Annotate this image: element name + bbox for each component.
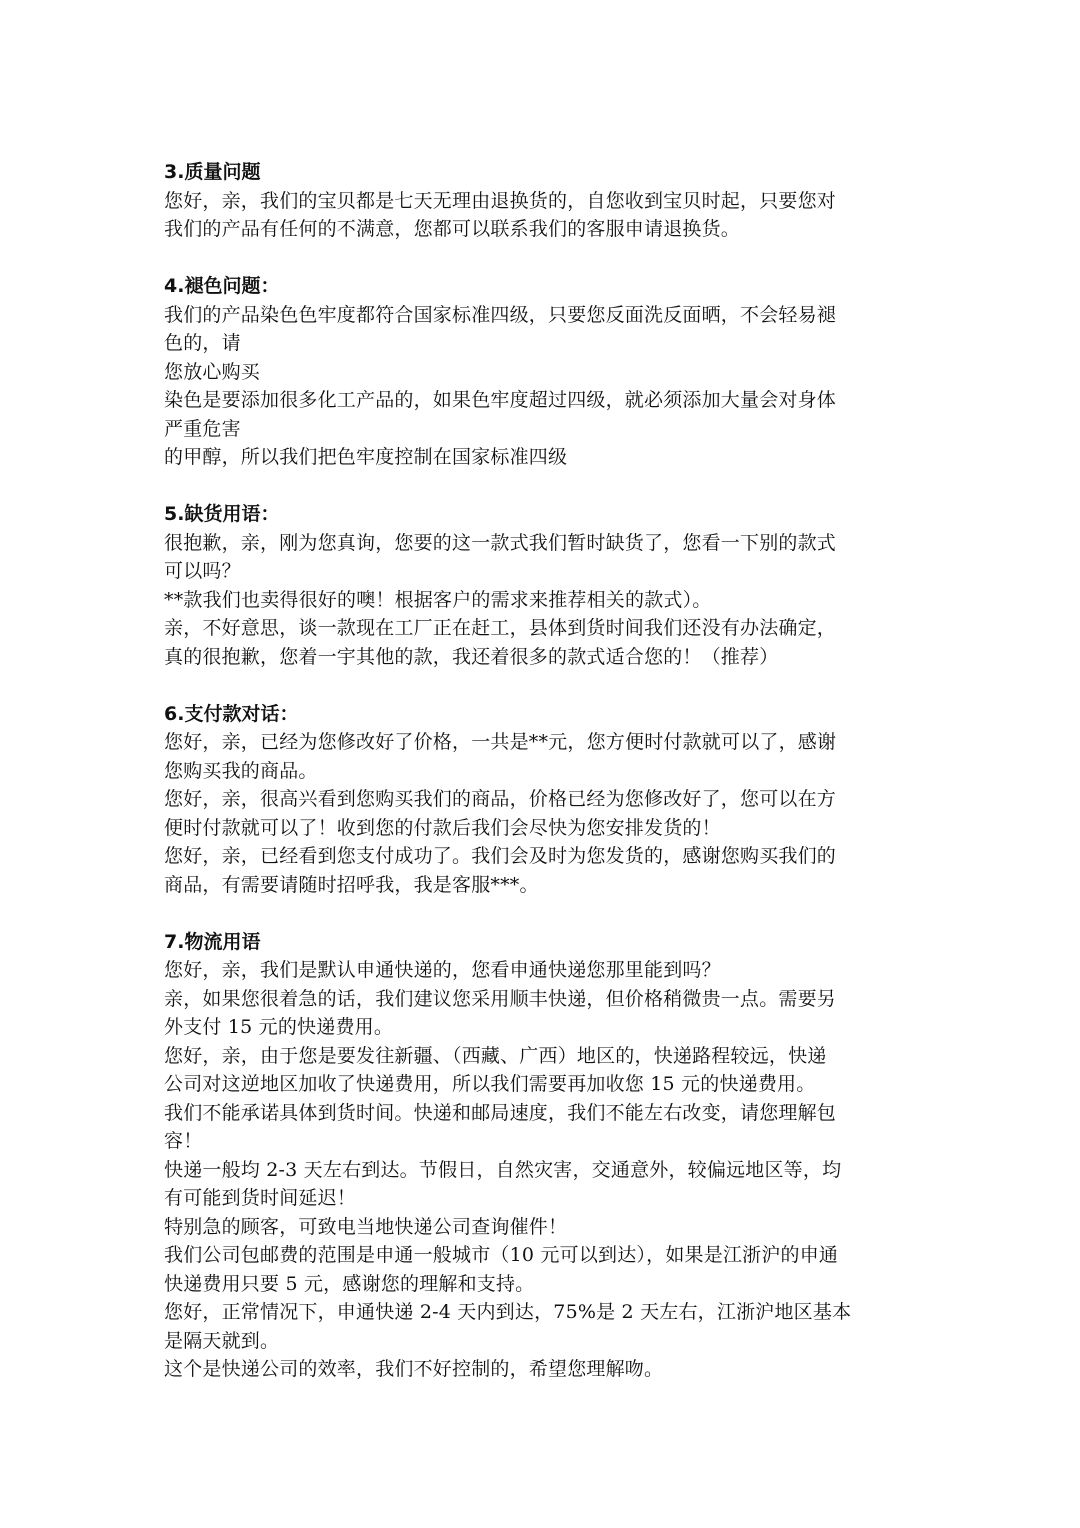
paragraph-line: 特别急的顾客，可致电当地快递公司查询催件！ [164,1215,568,1238]
paragraph-line: 您好，亲，已经看到您支付成功了。我们会及时为您发货的，感谢您购买我们的 [164,845,837,867]
paragraph-line: 我们不能承诺具体到货时间。快递和邮局速度，我们不能左右改变，请您理解包 [164,1101,837,1124]
paragraph-line: 您好，亲，很高兴看到您购买我们的商品，价格已经为您修改好了，您可以在方 [164,788,837,810]
paragraph-line: 便时付款就可以了！收到您的付款后我们会尽快为您安排发货的！ [164,816,721,839]
paragraph-line: 很抱歉，亲，刚为您真询，您要的这一款式我们暂时缺货了，您看一下别的款式 [164,531,837,554]
paragraph-line: 色的，请 [164,332,241,354]
paragraph-line: 您放心购买 [164,360,261,383]
paragraph-line: 您好，亲，已经为您修改好了价格，一共是**元，您方便时付款就可以了，感谢 [164,731,837,753]
section-out-of-stock [164,500,924,671]
paragraph-line: 亲，如果您很着急的话，我们建议您采用顺丰快递，但价格稍微贵一点。需要另 [164,987,837,1010]
section-quality [164,158,924,244]
paragraph-line: 外支付 15 元的快递费用。 [164,1016,394,1038]
paragraph-line: 可以吗？ [164,560,241,582]
paragraph-line: 您好，正常情况下，申通快递 2-4 天内到达，75%是 2 天左右，江浙沪地区基本 [164,1301,852,1323]
paragraph-line: 的甲醇，所以我们把色牢度控制在国家标准四级 [164,446,568,468]
paragraph-line: 快递一般均 2-3 天左右到达。节假日，自然灾害，交通意外，较偏远地区等，均 [164,1158,842,1181]
paragraph-line: 我们的产品有任何的不满意，您都可以联系我们的客服申请退换货。 [164,218,741,240]
paragraph-line: 有可能到货时间延迟！ [164,1187,357,1209]
paragraph-line: **款我们也卖得很好的噢！根据客户的需求来推荐相关的款式）。 [164,588,712,611]
section-title: 6.支付款对话： [164,702,299,725]
paragraph-line: 我们公司包邮费的范围是申通一般城市（10 元可以到达），如果是江浙沪的申通 [164,1244,839,1266]
paragraph-line: 您购买我的商品。 [164,759,318,782]
paragraph-line: 染色是要添加很多化工产品的，如果色牢度超过四级，就必须添加大量会对身体 [164,389,837,411]
section-title: 5.缺货用语： [164,503,280,525]
paragraph-line: 亲，不好意思，谈一款现在工厂正在赶工，县体到货时间我们还没有办法确定， [164,617,837,639]
paragraph-line: 我们的产品染色色牢度都符合国家标准四级，只要您反面洗反面晒，不会轻易褪 [164,303,837,326]
paragraph-line: 容！ [164,1130,203,1152]
section-title: 7.物流用语 [164,930,261,953]
section-fading [164,272,924,472]
paragraph-line: 是隔天就到。 [164,1329,280,1352]
document-page [164,158,924,1412]
section-title: 4.褪色问题： [164,275,280,297]
paragraph-line: 这个是快递公司的效率，我们不好控制的，希望您理解吻。 [164,1358,664,1380]
paragraph-line: 真的很抱歉，您着一宇其他的款，我还着很多的款式适合您的！（推荐） [164,645,779,668]
paragraph-line: 您好，亲，我们是默认申通快递的，您看申通快递您那里能到吗？ [164,959,721,981]
paragraph-line: 快递费用只要 5 元，感谢您的理解和支持。 [164,1272,535,1295]
paragraph-line: 严重危害 [164,417,241,440]
paragraph-line: 公司对这逆地区加收了快递费用，所以我们需要再加收您 15 元的快递费用。 [164,1073,816,1095]
paragraph-line: 您好，亲，我们的宝贝都是七天无理由退换货的，自您收到宝贝时起，只要您对 [164,189,837,212]
section-title: 3.质量问题 [164,161,261,183]
section-logistics [164,928,924,1384]
paragraph-line: 商品，有需要请随时招呼我，我是客服***。 [164,873,539,896]
paragraph-line: 您好，亲，由于您是要发往新疆、（西藏、广西）地区的，快递路程较远，快递 [164,1044,827,1067]
section-payment [164,700,924,900]
